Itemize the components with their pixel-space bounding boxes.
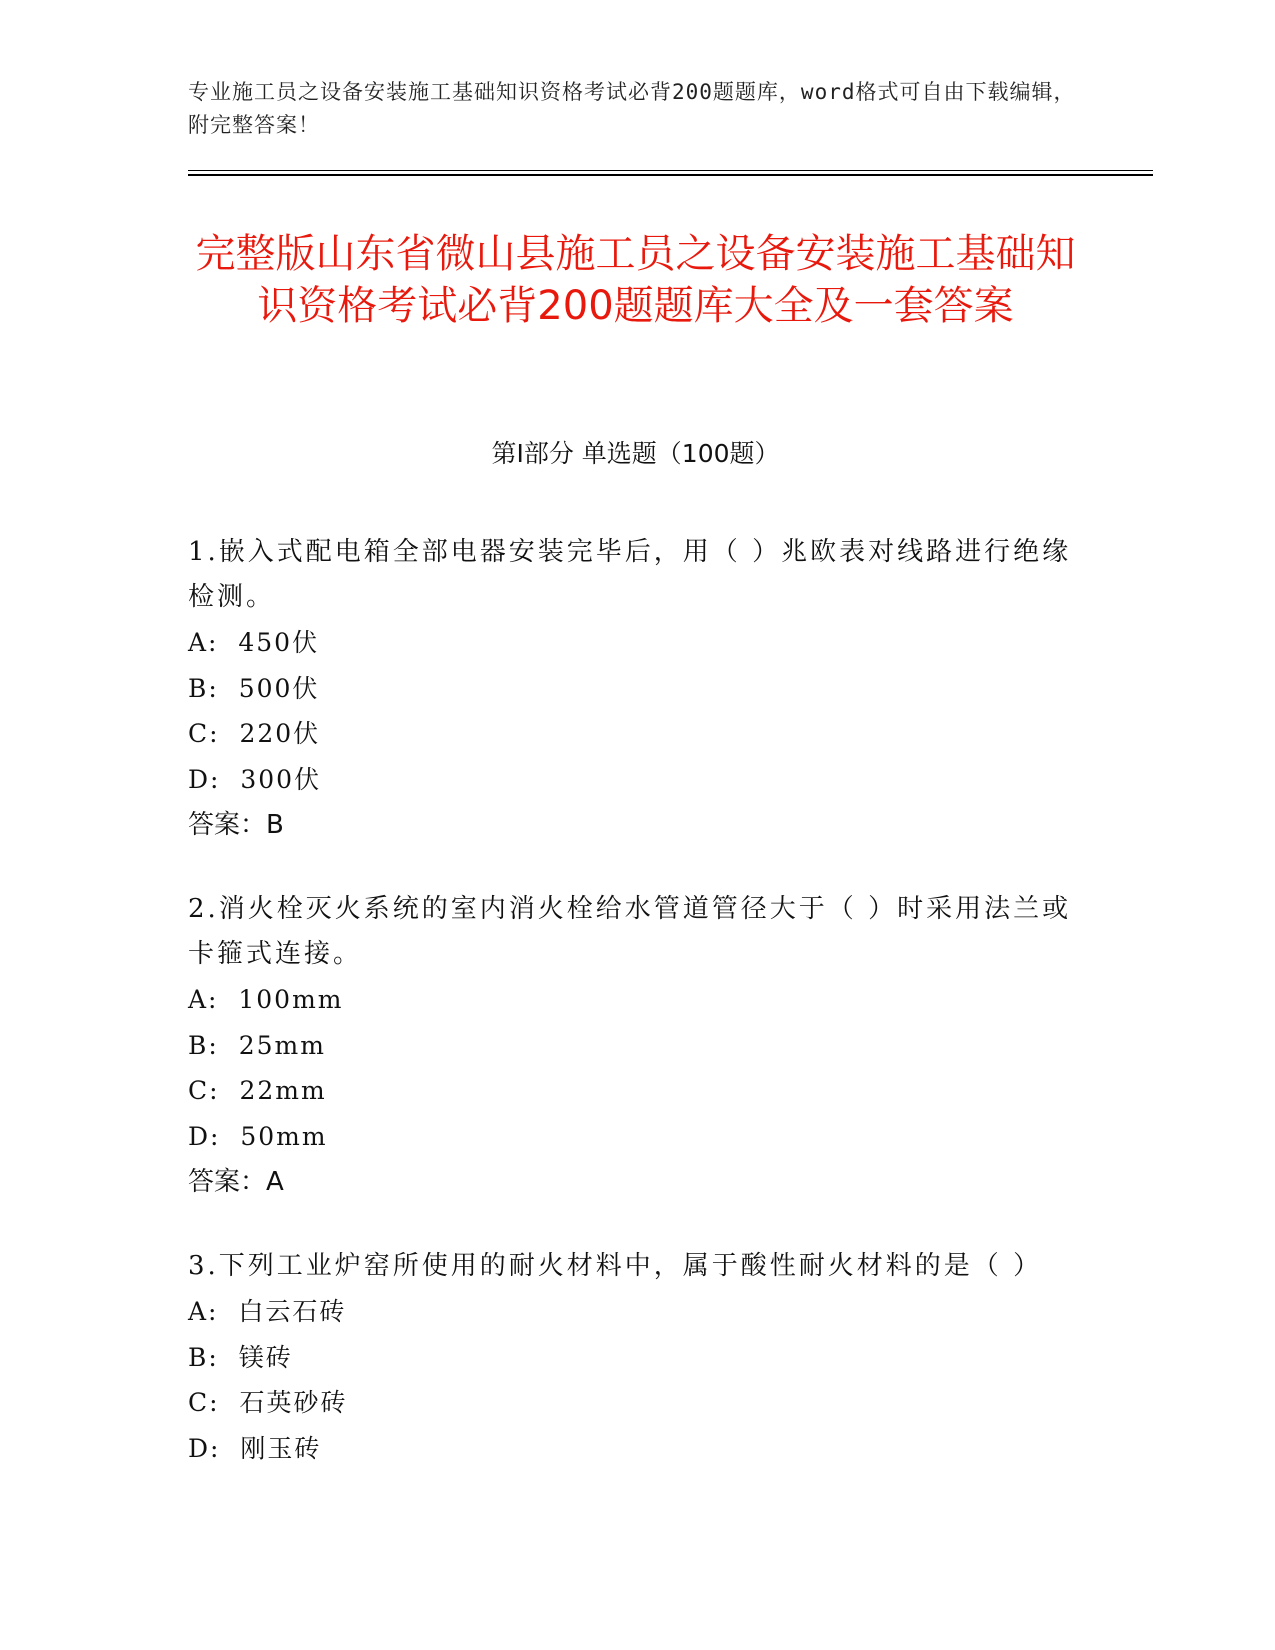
question-1: [188, 530, 1078, 848]
option-c: C: 220伏: [188, 719, 321, 748]
option-a: A: 白云石砖: [188, 1297, 347, 1326]
option-c: C: 石英砂砖: [188, 1388, 348, 1417]
question-list: [188, 530, 1078, 1510]
question-2: [188, 887, 1078, 1205]
question-stem: 1.嵌入式配电箱全部电器安装完毕后，用（ ）兆欧表对线路进行绝缘检测。: [188, 537, 1072, 612]
document-title: 完整版山东省微山县施工员之设备安装施工基础知识资格考试必背200题题库大全及一套答案: [195, 231, 1076, 329]
option-b: B: 25mm: [188, 1030, 326, 1060]
question-answer: 答案：B: [188, 810, 284, 840]
question-stem: 2.消火栓灭火系统的室内消火栓给水管道管径大于（ ）时采用法兰或卡箍式连接。: [188, 894, 1072, 969]
question-3: [188, 1244, 1078, 1471]
option-c: C: 22mm: [188, 1076, 327, 1105]
header-divider-thin: [188, 170, 1153, 171]
option-b: B: 500伏: [188, 673, 320, 703]
header-note: 专业施工员之设备安装施工基础知识资格考试必背200题题库，word格式可自由下载编辑，附完整答案！: [188, 80, 1076, 137]
option-a: A: 100mm: [188, 985, 344, 1014]
header-divider-thick: [188, 174, 1153, 176]
option-d: D: 50mm: [188, 1121, 328, 1151]
option-d: D: 300伏: [188, 764, 322, 794]
option-a: A: 450伏: [188, 628, 320, 657]
option-d: D: 刚玉砖: [188, 1433, 322, 1463]
option-b: B: 镁砖: [188, 1342, 293, 1372]
question-answer: 答案：A: [188, 1167, 284, 1197]
section-title: 第Ⅰ部分 单选题（100题）: [491, 439, 780, 468]
question-stem: 3.下列工业炉窑所使用的耐火材料中，属于酸性耐火材料的是（ ）: [188, 1251, 1043, 1281]
